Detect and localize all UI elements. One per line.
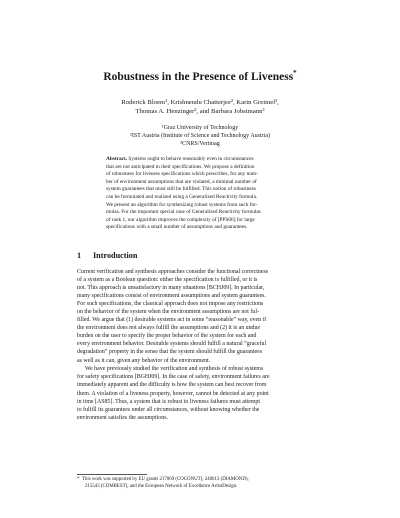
abstract-line: that are not anticipated in their specifications. We propose a definition (106, 163, 255, 170)
paragraph-line: every environment behavior. Desirable systems should fulfill a natural “graceful (77, 341, 267, 348)
abstract-label: Abstract. (106, 156, 128, 162)
paragraph-line: environment satisfies the assumptions. (77, 414, 168, 421)
paragraph-line: for safety specifications [BGHJ09]. In the case of safety, environment failures are (77, 374, 270, 381)
author-line-1: Roderick Bloem¹, Krishnendu Chatterjee², Karin Greimel¹, (121, 99, 279, 106)
paragraph-line: For such specifications, the classical approach does not impose any restrictions (77, 301, 264, 308)
section-heading (77, 251, 137, 260)
paragraph-line: Current verification and synthesis approaches consider the functional correctness (77, 269, 269, 275)
abstract-line (106, 156, 298, 164)
section-title: Introduction (93, 251, 138, 260)
paragraph-line: not. This approach is unsatisfactory in many situations [BCHJ09]. In particular, (77, 285, 265, 292)
affiliation-2: ²IST Austria (Institute of Science and Technology Austria) (130, 133, 270, 140)
paragraph-line: We have previously studied the verification and synthesis of robust systems (85, 366, 264, 373)
paragraph-line: the environment does not always fulfill the assumptions and (2) it is an undue (77, 325, 261, 332)
abstract-line: can be formulated and realized using a Generalized Reactivity formula. (106, 193, 258, 200)
footnote-divider (77, 474, 147, 475)
footnote-line (77, 477, 329, 484)
abstract-line: ber of environment assumptions that are violated, a minimal number of (106, 178, 257, 185)
paragraph-line: filled. We argue that (1) desirable systems act in some “reasonable” way, even if (77, 317, 267, 324)
footnote (77, 477, 329, 491)
abstract-line: of robustness for liveness specifications which prescribes, for any num- (106, 171, 258, 178)
abstract-line: system guarantees that must still be fulfilled. This notion of robustness (106, 186, 256, 193)
abstract-line: We present an algorithm for synthesizing robust systems from such for- (106, 201, 258, 208)
affiliation-list (0, 124, 400, 149)
paragraph-line: to fulfill its guarantees under all circumstances, without knowing whether the (77, 406, 260, 413)
paragraph-line: in time [AS85]. Thus, a system that is robust to liveness failures must attempt (77, 398, 260, 405)
paragraph-line: as well as it can, given any behavior of the environment. (77, 357, 211, 364)
section-number: 1 (77, 251, 82, 260)
paragraph-line: of a system as a Boolean question: either the specification is fulfilled, or it is (77, 277, 258, 284)
paragraph-line: them. A violation of a liveness property, however, cannot be detected at any point (77, 390, 269, 397)
paragraph-line: on the behavior of the system when the environment assumptions are not ful- (77, 309, 259, 316)
affiliation-3: ³CNRS/Verimag (180, 141, 220, 148)
paragraph-line: many specifications consist of environment assumptions and system guarantees. (77, 293, 266, 300)
paragraph-line: degradation” property in the sense that the system should fulfill the guarantees (77, 349, 263, 356)
abstract-line: specifications with a small number of assumptions and guarantees. (106, 224, 248, 231)
abstract-line-text: Systems ought to behave reasonably even in circumstances (127, 156, 254, 162)
abstract-line: of rank 1, our algorithm improves the complexity of [PPS06] for large (106, 216, 255, 223)
body-text (77, 268, 329, 422)
abstract (106, 156, 298, 232)
author-list (0, 98, 400, 117)
paper-title (0, 69, 400, 83)
footnote-line-text: This work was supported by EU grants 217069 (COCONUT), 248613 (DIAMOND), (81, 477, 249, 482)
paragraph-line: burden on the user to specify the proper behavior of the system for each and (77, 333, 257, 340)
affiliation-1: ¹Graz University of Technology (161, 125, 239, 131)
footnote-line: 215543 (COMBEST), and the European Network of Excellence ArtistDesign. (85, 483, 238, 489)
title-footnote-mark: * (293, 69, 297, 77)
author-line-2: Thomas A. Henzinger², and Barbara Jobstmann³ (135, 108, 265, 116)
abstract-line: mulas. For the important special case of Generalized Reactivity formulas (106, 209, 261, 216)
footnote-mark: * (77, 477, 80, 482)
title-text: Robustness in the Presence of Liveness (103, 70, 294, 83)
paragraph-line: immediately apparent and the difficulty is how the system can best recover from (77, 382, 267, 389)
